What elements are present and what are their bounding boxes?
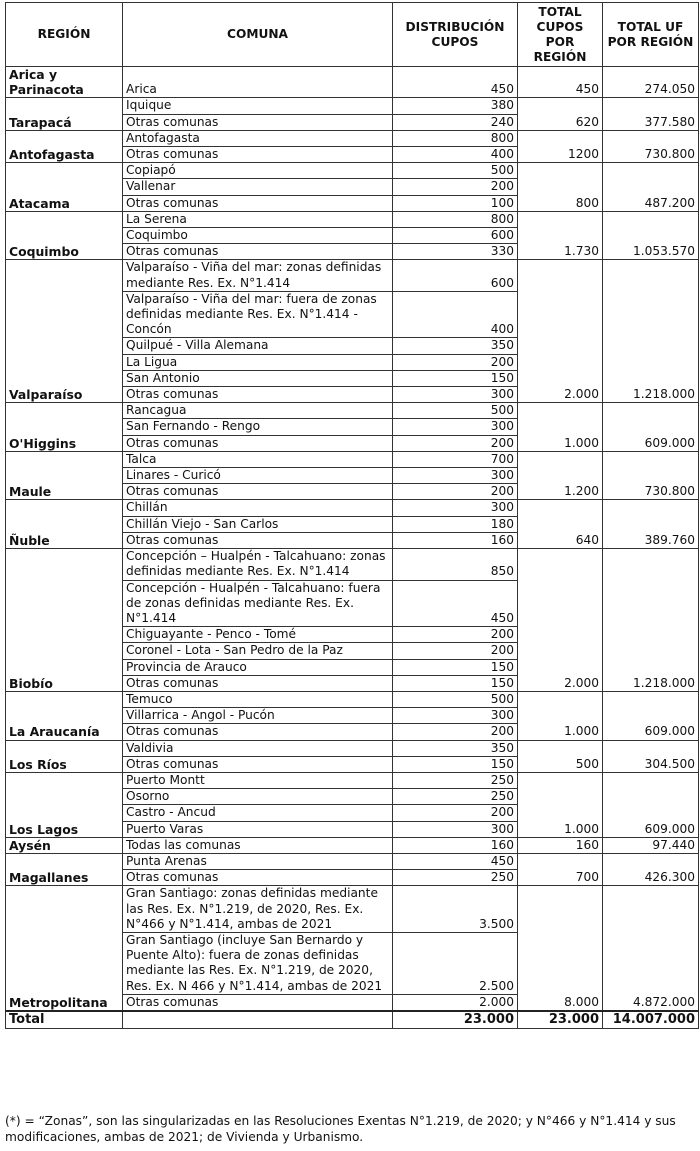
region-name: Ñuble <box>6 500 123 549</box>
distribucion-cupos: 300 <box>393 708 518 724</box>
distribucion-cupos: 800 <box>393 130 518 146</box>
distribucion-cupos: 450 <box>393 580 518 627</box>
distribucion-cupos: 300 <box>393 387 518 403</box>
comuna-name: Punta Arenas <box>123 853 393 869</box>
comuna-name: Otras comunas <box>123 244 393 260</box>
distribucion-cupos: 330 <box>393 244 518 260</box>
header-total-uf: TOTAL UF POR REGIÓN <box>603 3 699 67</box>
comuna-name: Temuco <box>123 691 393 707</box>
region-name: Tarapacá <box>6 98 123 130</box>
region-total-cupos: 620 <box>518 98 603 130</box>
footnote: (*) = “Zonas”, son las singularizadas en las Resoluciones Exentas N°1.219, de 2020; y N°466 y N°1.414 y sus modificaciones, ambas de 2021; de Vivienda y Urbanismo. <box>5 1114 676 1144</box>
distribucion-cupos: 250 <box>393 789 518 805</box>
total-distribucion: 23.000 <box>393 1011 518 1029</box>
region-total-cupos: 160 <box>518 837 603 853</box>
distribucion-cupos: 3.500 <box>393 886 518 933</box>
distribucion-cupos: 700 <box>393 451 518 467</box>
distribucion-cupos: 150 <box>393 756 518 772</box>
distribucion-cupos: 400 <box>393 147 518 163</box>
distribucion-cupos: 240 <box>393 114 518 130</box>
distribucion-cupos: 350 <box>393 338 518 354</box>
comuna-name: Gran Santiago (incluye San Bernardo y Puente Alto): fuera de zonas definidas mediante las Res. Ex. N°1.219, de 2020, Res. Ex. N 466 y N°1.414, ambas de 2021 <box>123 932 393 994</box>
region-total-cupos: 1200 <box>518 130 603 162</box>
region-total-uf: 1.218.000 <box>603 260 699 403</box>
region-total-uf: 377.580 <box>603 98 699 130</box>
distribucion-cupos: 200 <box>393 354 518 370</box>
distribucion-cupos: 200 <box>393 643 518 659</box>
region-total-uf: 609.000 <box>603 403 699 452</box>
total-row <box>6 1011 699 1029</box>
distribucion-cupos: 600 <box>393 228 518 244</box>
distribucion-cupos: 2.000 <box>393 994 518 1011</box>
table-row <box>6 67 699 98</box>
comuna-name: La Ligua <box>123 354 393 370</box>
comuna-name: Todas las comunas <box>123 837 393 853</box>
distribucion-cupos: 2.500 <box>393 932 518 994</box>
comuna-name: Valdivia <box>123 740 393 756</box>
distribucion-cupos: 500 <box>393 403 518 419</box>
region-total-cupos: 1.200 <box>518 451 603 500</box>
comuna-name: Chillán Viejo - San Carlos <box>123 516 393 532</box>
region-name: Maule <box>6 451 123 500</box>
region-name: O'Higgins <box>6 403 123 452</box>
distribucion-cupos: 350 <box>393 740 518 756</box>
region-total-cupos: 1.000 <box>518 772 603 837</box>
region-total-uf: 1.053.570 <box>603 211 699 260</box>
region-total-cupos: 500 <box>518 740 603 772</box>
distribucion-cupos: 100 <box>393 195 518 211</box>
region-total-uf: 487.200 <box>603 163 699 212</box>
region-name: Arica y Parinacota <box>6 67 123 98</box>
comuna-name: Copiapó <box>123 163 393 179</box>
total-uf: 14.007.000 <box>603 1011 699 1029</box>
distribucion-cupos: 300 <box>393 500 518 516</box>
region-total-cupos: 8.000 <box>518 886 603 1011</box>
distribucion-cupos: 200 <box>393 805 518 821</box>
region-name: Aysén <box>6 837 123 853</box>
header-total-cupos: TOTAL CUPOS POR REGIÓN <box>518 3 603 67</box>
distribucion-cupos: 200 <box>393 484 518 500</box>
total-cupos: 23.000 <box>518 1011 603 1029</box>
comuna-name: Otras comunas <box>123 994 393 1011</box>
comuna-name: Vallenar <box>123 179 393 195</box>
table-body <box>6 67 699 1011</box>
distribucion-cupos: 160 <box>393 532 518 548</box>
comuna-name: Concepción - Hualpén - Talcahuano: fuera de zonas definidas mediante Res. Ex. N°1.414 <box>123 580 393 627</box>
region-total-cupos: 800 <box>518 163 603 212</box>
comuna-name: Otras comunas <box>123 724 393 740</box>
region-total-cupos: 1.000 <box>518 403 603 452</box>
cupos-distribution-table <box>5 2 699 1029</box>
comuna-name: La Serena <box>123 211 393 227</box>
comuna-name: Otras comunas <box>123 870 393 886</box>
table-row <box>6 837 699 853</box>
table-row <box>6 549 699 580</box>
distribucion-cupos: 200 <box>393 724 518 740</box>
distribucion-cupos: 250 <box>393 870 518 886</box>
header-distribucion-cupos: DISTRIBUCIÓN CUPOS <box>393 3 518 67</box>
comuna-name: Otras comunas <box>123 114 393 130</box>
region-total-uf: 426.300 <box>603 853 699 885</box>
region-name: Los Lagos <box>6 772 123 837</box>
comuna-name: Castro - Ancud <box>123 805 393 821</box>
table-row <box>6 853 699 869</box>
table-row <box>6 740 699 756</box>
distribucion-cupos: 180 <box>393 516 518 532</box>
comuna-name: Concepción – Hualpén - Talcahuano: zonas definidas mediante Res. Ex. N°1.414 <box>123 549 393 580</box>
comuna-name: Otras comunas <box>123 387 393 403</box>
comuna-name: Antofagasta <box>123 130 393 146</box>
table-row <box>6 451 699 467</box>
comuna-name: Osorno <box>123 789 393 805</box>
distribucion-cupos: 850 <box>393 549 518 580</box>
region-total-uf: 730.800 <box>603 451 699 500</box>
table-row <box>6 886 699 933</box>
region-total-uf: 4.872.000 <box>603 886 699 1011</box>
distribucion-cupos: 600 <box>393 260 518 291</box>
table-row <box>6 500 699 516</box>
comuna-name: Villarrica - Angol - Pucón <box>123 708 393 724</box>
comuna-name: Otras comunas <box>123 756 393 772</box>
distribucion-cupos: 150 <box>393 675 518 691</box>
comuna-name: Otras comunas <box>123 195 393 211</box>
region-total-uf: 304.500 <box>603 740 699 772</box>
table-row <box>6 772 699 788</box>
comuna-name: Gran Santiago: zonas definidas mediante las Res. Ex. N°1.219, de 2020, Res. Ex. N°466 y N°1.414, ambas de 2021 <box>123 886 393 933</box>
region-name: Atacama <box>6 163 123 212</box>
distribucion-cupos: 300 <box>393 821 518 837</box>
distribucion-cupos: 500 <box>393 163 518 179</box>
comuna-name: Otras comunas <box>123 675 393 691</box>
distribucion-cupos: 800 <box>393 211 518 227</box>
region-name: Magallanes <box>6 853 123 885</box>
distribucion-cupos: 250 <box>393 772 518 788</box>
region-total-cupos: 450 <box>518 67 603 98</box>
comuna-name: San Fernando - Rengo <box>123 419 393 435</box>
table-row <box>6 130 699 146</box>
distribucion-cupos: 160 <box>393 837 518 853</box>
comuna-name: Valparaíso - Viña del mar: fuera de zonas definidas mediante Res. Ex. N°1.414 - Concón <box>123 291 393 338</box>
region-name: Los Ríos <box>6 740 123 772</box>
region-total-uf: 1.218.000 <box>603 549 699 692</box>
comuna-name: Chillán <box>123 500 393 516</box>
region-total-cupos: 640 <box>518 500 603 549</box>
comuna-name: Iquique <box>123 98 393 114</box>
region-total-uf: 274.050 <box>603 67 699 98</box>
comuna-name: Coronel - Lota - San Pedro de la Paz <box>123 643 393 659</box>
table-row <box>6 98 699 114</box>
region-name: Antofagasta <box>6 130 123 162</box>
distribucion-cupos: 400 <box>393 291 518 338</box>
distribucion-cupos: 380 <box>393 98 518 114</box>
comuna-name: Otras comunas <box>123 532 393 548</box>
region-total-uf: 97.440 <box>603 837 699 853</box>
comuna-name: Valparaíso - Viña del mar: zonas definidas mediante Res. Ex. N°1.414 <box>123 260 393 291</box>
region-total-cupos: 2.000 <box>518 260 603 403</box>
comuna-name: Rancagua <box>123 403 393 419</box>
table-row <box>6 691 699 707</box>
distribucion-cupos: 150 <box>393 659 518 675</box>
table-row <box>6 260 699 291</box>
distribucion-cupos: 200 <box>393 627 518 643</box>
comuna-name: Otras comunas <box>123 435 393 451</box>
region-name: La Araucanía <box>6 691 123 740</box>
header-region: REGIÓN <box>6 3 123 67</box>
total-empty-cell <box>123 1011 393 1029</box>
region-total-cupos: 2.000 <box>518 549 603 692</box>
region-total-uf: 730.800 <box>603 130 699 162</box>
region-name: Coquimbo <box>6 211 123 260</box>
comuna-name: Quilpué - Villa Alemana <box>123 338 393 354</box>
region-total-cupos: 700 <box>518 853 603 885</box>
table-header-row <box>6 3 699 67</box>
header-comuna: COMUNA <box>123 3 393 67</box>
region-name: Biobío <box>6 549 123 692</box>
distribucion-cupos: 450 <box>393 853 518 869</box>
comuna-name: Provincia de Arauco <box>123 659 393 675</box>
comuna-name: Puerto Montt <box>123 772 393 788</box>
comuna-name: Talca <box>123 451 393 467</box>
distribucion-cupos: 150 <box>393 370 518 386</box>
comuna-name: Coquimbo <box>123 228 393 244</box>
region-total-cupos: 1.730 <box>518 211 603 260</box>
total-label: Total <box>6 1011 123 1029</box>
region-total-uf: 609.000 <box>603 772 699 837</box>
distribucion-cupos: 200 <box>393 435 518 451</box>
table-row <box>6 403 699 419</box>
comuna-name: Arica <box>123 67 393 98</box>
comuna-name: San Antonio <box>123 370 393 386</box>
region-name: Valparaíso <box>6 260 123 403</box>
region-total-cupos: 1.000 <box>518 691 603 740</box>
distribucion-cupos: 500 <box>393 691 518 707</box>
distribucion-cupos: 300 <box>393 419 518 435</box>
region-total-uf: 389.760 <box>603 500 699 549</box>
comuna-name: Chiguayante - Penco - Tomé <box>123 627 393 643</box>
distribucion-cupos: 300 <box>393 468 518 484</box>
region-total-uf: 609.000 <box>603 691 699 740</box>
table-row <box>6 163 699 179</box>
comuna-name: Otras comunas <box>123 484 393 500</box>
region-name: Metropolitana <box>6 886 123 1011</box>
distribucion-cupos: 200 <box>393 179 518 195</box>
distribucion-cupos: 450 <box>393 67 518 98</box>
comuna-name: Puerto Varas <box>123 821 393 837</box>
table-row <box>6 211 699 227</box>
comuna-name: Linares - Curicó <box>123 468 393 484</box>
comuna-name: Otras comunas <box>123 147 393 163</box>
